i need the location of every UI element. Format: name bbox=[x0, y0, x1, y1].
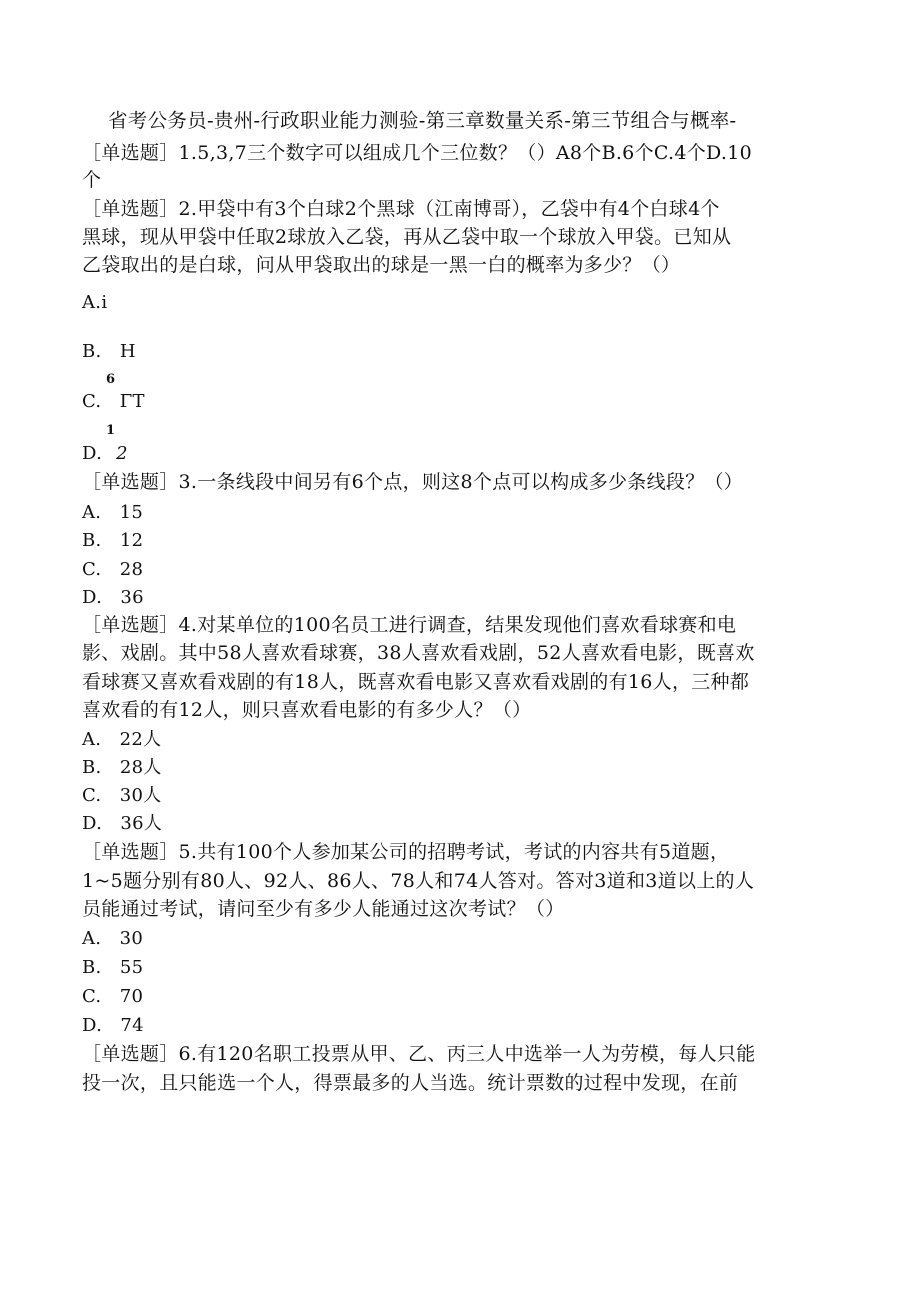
question-2-option-d-mark: 1 bbox=[106, 423, 116, 438]
question-2-line-1: ［单选题］2.甲袋中有3个白球2个黑球（江南博哥），乙袋中有4个白球4个 bbox=[82, 198, 720, 220]
question-6-line-1: ［单选题］6.有120名职工投票从甲、乙、丙三人中选举一人为劳模，每人只能 bbox=[82, 1043, 756, 1065]
question-5-option-a: A. 30 bbox=[82, 928, 144, 949]
question-5-line-3: 员能通过考试，请问至少有多少人能通过这次考试？（） bbox=[82, 898, 565, 920]
question-5-option-d: D. 74 bbox=[82, 1015, 144, 1036]
question-4-line-1: ［单选题］4.对某单位的100名员工进行调查，结果发现他们喜欢看球赛和电 bbox=[82, 614, 737, 636]
question-2-option-a: A.i bbox=[82, 292, 108, 313]
question-2-option-d-value: 2 bbox=[116, 443, 128, 464]
question-3-option-b: B. 12 bbox=[82, 530, 144, 551]
question-3-option-c: C. 28 bbox=[82, 559, 144, 580]
question-1-line-1: ［单选题］1.5,3,7三个数字可以组成几个三位数？（）A8个B.6个C.4个D.10 bbox=[82, 142, 753, 164]
question-2-option-b: B. H bbox=[82, 341, 136, 362]
question-2-line-3: 乙袋取出的是白球，问从甲袋取出的球是一黑一白的概率为多少？（） bbox=[82, 254, 681, 276]
question-2-option-d bbox=[82, 441, 128, 467]
question-4-option-d: D. 36人 bbox=[82, 813, 163, 834]
question-4-line-4: 喜欢看的有12人，则只喜欢看电影的有多少人？（） bbox=[82, 699, 532, 721]
question-4-line-3: 看球赛又喜欢看戏剧的有18人，既喜欢看电影又喜欢看戏剧的有16人，三种都 bbox=[82, 671, 750, 693]
question-4-option-a: A. 22人 bbox=[82, 729, 162, 750]
question-4-option-b: B. 28人 bbox=[82, 757, 162, 778]
question-2-option-d-prefix: D. bbox=[82, 443, 103, 464]
question-6-line-2: 投一次，且只能选一个人，得票最多的人当选。统计票数的过程中发现，在前 bbox=[82, 1072, 739, 1094]
question-1-line-2: 个 bbox=[82, 169, 102, 191]
question-4-option-c: C. 30人 bbox=[82, 785, 162, 806]
question-2-option-c-mark: 6 bbox=[106, 372, 116, 387]
question-5-option-c: C. 70 bbox=[82, 986, 144, 1007]
question-2-option-c: C. ΓT bbox=[82, 391, 145, 412]
question-3-option-d: D. 36 bbox=[82, 587, 144, 608]
question-3-option-a: A. 15 bbox=[82, 502, 144, 523]
question-5-line-1: ［单选题］5.共有100个人参加某公司的招聘考试，考试的内容共有5道题， bbox=[82, 841, 730, 863]
document-title: 省考公务员-贵州-行政职业能力测验-第三章数量关系-第三节组合与概率- bbox=[108, 109, 737, 132]
question-2-line-2: 黑球，现从甲袋中任取2球放入乙袋，再从乙袋中取一个球放入甲袋。已知从 bbox=[82, 226, 732, 248]
question-5-option-b: B. 55 bbox=[82, 957, 144, 978]
question-5-line-2: 1~5题分别有80人、92人、86人、78人和74人答对。答对3道和3道以上的人 bbox=[82, 870, 755, 892]
question-4-line-2: 影、戏剧。其中58人喜欢看球赛，38人喜欢看戏剧，52人喜欢看电影，既喜欢 bbox=[82, 642, 755, 664]
question-3-line-1: ［单选题］3.一条线段中间另有6个点，则这8个点可以构成多少条线段？（） bbox=[82, 471, 744, 493]
